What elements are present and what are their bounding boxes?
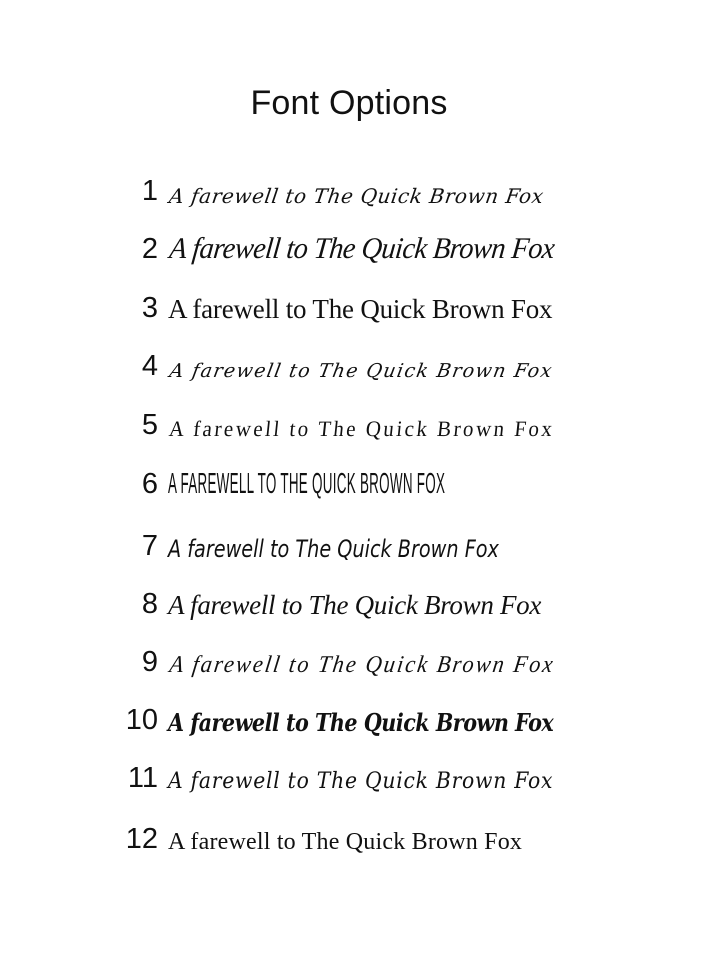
font-sample: A farewell to The Quick Brown Fox: [167, 416, 556, 441]
font-sample: A farewell to The Quick Brown Fox: [168, 829, 523, 855]
font-sample: A farewell to The Quick Brown Fox: [167, 232, 556, 265]
option-number: 11: [127, 762, 158, 794]
font-option-5: [0, 392, 712, 448]
option-number: 6: [141, 468, 158, 500]
option-number: 5: [141, 409, 158, 441]
option-number: 2: [141, 233, 158, 265]
font-option-6: [0, 451, 712, 507]
font-sample: A farewell to The Quick Brown Fox: [168, 294, 553, 324]
font-option-12: [0, 806, 712, 862]
page-title: Font Options: [250, 84, 448, 122]
option-number: 4: [141, 350, 158, 382]
font-sample: A farewell to The Quick Brown Fox: [167, 184, 546, 208]
option-number: 12: [125, 823, 158, 855]
font-option-8: [0, 571, 712, 627]
option-number: 9: [141, 646, 158, 678]
font-option-2: [0, 216, 712, 272]
font-option-1: [0, 158, 712, 214]
font-sample: A farewell to The Quick Brown Fox: [167, 360, 555, 382]
option-number: 3: [141, 292, 158, 324]
font-sample: A farewell to The Quick Brown Fox: [168, 769, 554, 794]
option-number: 7: [141, 530, 158, 562]
font-option-10: [0, 687, 712, 743]
font-sample: A farewell to The Quick Brown Fox: [168, 535, 499, 563]
option-number: 1: [141, 175, 158, 207]
font-sample: A FAREWELL TO THE QUICK BROWN FOX: [168, 468, 446, 500]
font-option-11: [0, 745, 712, 801]
font-option-4: [0, 333, 712, 389]
font-sample: A farewell to The Quick Brown Fox: [168, 590, 542, 620]
option-number: 10: [125, 704, 158, 736]
font-option-3: [0, 275, 712, 331]
font-sample: A farewell to The Quick Brown Fox: [168, 708, 554, 737]
option-number: 8: [141, 588, 158, 620]
font-sample: A farewell to The Quick Brown Fox: [167, 652, 557, 678]
font-option-9: [0, 629, 712, 685]
font-option-7: [0, 513, 712, 569]
